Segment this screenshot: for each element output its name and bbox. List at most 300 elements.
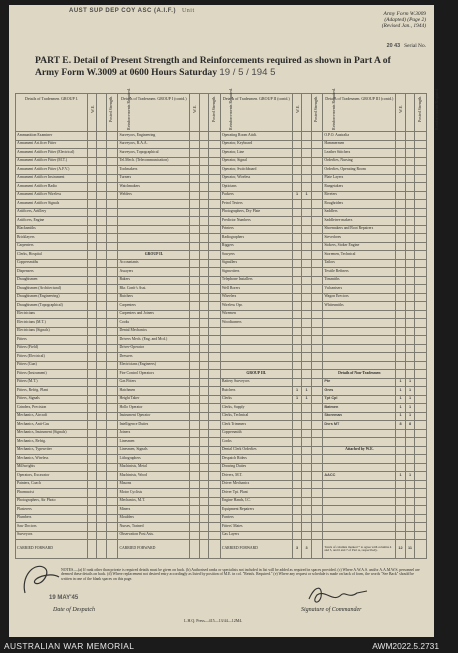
count-cell <box>199 361 209 370</box>
count-cell <box>209 208 221 217</box>
trade-cell: Gnrs <box>323 387 396 396</box>
count-cell <box>97 242 107 251</box>
count-cell <box>302 531 312 540</box>
count-cell <box>302 200 312 209</box>
count-cell <box>311 489 323 498</box>
count-cell <box>302 302 312 311</box>
count-cell <box>396 157 406 166</box>
count-cell <box>311 421 323 430</box>
trade-cell: Observation Post Asts. <box>118 531 190 540</box>
column-header: Details of Tradesmen. GROUP II (contd.) <box>220 94 292 132</box>
count-cell <box>199 514 209 523</box>
count-cell <box>415 514 427 523</box>
trade-cell: Fitters (Field) <box>16 344 88 353</box>
count-cell <box>199 378 209 387</box>
trade-cell: Artificers, Engine <box>16 217 88 226</box>
trade-cell <box>220 344 292 353</box>
count-cell <box>405 208 415 217</box>
count-cell <box>396 370 406 379</box>
count-cell <box>405 310 415 319</box>
count-cell <box>97 149 107 158</box>
table-row <box>16 480 427 489</box>
trade-cell: Operator, Line <box>220 149 292 158</box>
count-cell <box>199 225 209 234</box>
count-cell <box>199 472 209 481</box>
trade-cell: Pharmacist <box>16 489 88 498</box>
column-header-label: Reinforcements Required. <box>434 87 440 130</box>
count-cell <box>396 276 406 285</box>
count-cell <box>97 353 107 362</box>
count-cell <box>190 140 200 149</box>
trade-cell: Mechanics, Refrig. <box>16 438 88 447</box>
trade-cell: Tailors <box>323 259 396 268</box>
count-cell <box>311 174 323 183</box>
trade-cell: Dental Clerk Orderlies <box>220 446 292 455</box>
trade-cell: Coppersmith <box>220 429 292 438</box>
count-cell <box>190 327 200 336</box>
count-cell <box>292 302 302 311</box>
table-row <box>16 276 427 285</box>
part-label: PART E. <box>35 55 72 66</box>
table-row <box>16 166 427 175</box>
table-row <box>16 370 427 379</box>
count-cell <box>190 353 200 362</box>
trade-cell: Drawing Duties <box>220 463 292 472</box>
count-cell <box>311 251 323 260</box>
count-cell <box>311 378 323 387</box>
count-cell <box>311 293 323 302</box>
count-cell <box>106 395 118 404</box>
trade-cell: Saddletree makers <box>323 217 396 226</box>
count-cell <box>311 234 323 243</box>
form-ref-line: (Adapted) (Page 2) <box>384 17 426 24</box>
count-cell <box>190 132 200 141</box>
count-cell <box>311 497 323 506</box>
trade-cell: Bakers <box>118 276 190 285</box>
count-cell <box>199 200 209 209</box>
report-date: 19 / 5 / 194 5 <box>219 67 276 78</box>
table-row <box>16 132 427 141</box>
count-cell <box>190 217 200 226</box>
count-cell <box>292 344 302 353</box>
count-cell <box>97 489 107 498</box>
count-cell <box>396 310 406 319</box>
table-row <box>16 225 427 234</box>
trade-cell: Electricians (M.T.) <box>16 319 88 328</box>
trade-cell: Riveters <box>323 191 396 200</box>
column-header <box>396 94 406 132</box>
count-cell <box>106 268 118 277</box>
trade-cell: Signwriters <box>220 268 292 277</box>
count-cell <box>396 429 406 438</box>
column-header: Details of Tradesmen. GROUP I. <box>16 94 88 132</box>
count-cell <box>87 531 97 540</box>
count-cell: 1 <box>302 387 312 396</box>
count-cell <box>302 285 312 294</box>
count-cell <box>97 497 107 506</box>
table-row <box>16 421 427 430</box>
table-row <box>16 183 427 192</box>
trade-cell: Fire Control Operators <box>118 370 190 379</box>
count-cell <box>97 336 107 345</box>
trade-cell: Millwrights <box>16 463 88 472</box>
count-cell: 1 <box>396 404 406 413</box>
count-cell <box>302 455 312 464</box>
count-cell <box>311 319 323 328</box>
count-cell <box>97 531 107 540</box>
count-cell <box>87 183 97 192</box>
count-cell <box>190 404 200 413</box>
count-cell <box>97 506 107 515</box>
trade-cell: Wheelers <box>220 293 292 302</box>
trade-cell: Fitters (M.T.) <box>16 378 88 387</box>
count-cell <box>311 429 323 438</box>
count-cell <box>405 302 415 311</box>
count-cell <box>292 497 302 506</box>
count-cell <box>209 404 221 413</box>
count-cell <box>209 344 221 353</box>
trade-cell: Operator, Signal <box>220 157 292 166</box>
title-text: Detail of Present Strength and Reinforcements required as shown in Part A of Army Form W.3009 at 0600 Hours Saturday <box>35 55 391 78</box>
count-cell <box>190 463 200 472</box>
count-cell <box>209 472 221 481</box>
count-cell <box>199 259 209 268</box>
count-cell <box>302 310 312 319</box>
trade-cell: Clerks, Technical <box>220 412 292 421</box>
form-title <box>35 55 415 79</box>
count-cell <box>415 174 427 183</box>
count-cell <box>199 531 209 540</box>
table-body <box>16 132 427 540</box>
count-cell <box>97 480 107 489</box>
count-cell <box>292 480 302 489</box>
trade-cell: GROUP II. <box>118 251 190 260</box>
count-cell <box>199 480 209 489</box>
count-cell <box>87 166 97 175</box>
trade-cell: Saw Doctors <box>16 523 88 532</box>
count-cell <box>97 387 107 396</box>
count-cell <box>415 276 427 285</box>
count-cell <box>396 234 406 243</box>
count-cell <box>199 395 209 404</box>
count-cell <box>190 395 200 404</box>
count-cell <box>415 140 427 149</box>
trade-cell: Printers <box>220 225 292 234</box>
trade-cell: Details of Non-Tradesmen <box>323 370 396 379</box>
watermark-bar <box>0 640 445 653</box>
count-cell <box>311 208 323 217</box>
column-header-label: Posted Strength. <box>108 95 114 123</box>
table-row <box>16 217 427 226</box>
count-cell <box>415 472 427 481</box>
count-cell <box>415 268 427 277</box>
column-header <box>190 94 200 132</box>
count-cell <box>199 285 209 294</box>
count-cell <box>106 514 118 523</box>
carried-forward-label: CARRIED FORWARD <box>118 540 190 559</box>
count-cell: 8 <box>405 421 415 430</box>
count-cell <box>209 242 221 251</box>
count-cell <box>292 200 302 209</box>
form-reference <box>382 11 426 30</box>
trade-cell: Despatch Riders <box>220 455 292 464</box>
watermark-left: AUSTRALIAN WAR MEMORIAL <box>4 641 135 651</box>
count-cell <box>106 242 118 251</box>
trade-cell: Dental Mechanics <box>118 327 190 336</box>
table-row <box>16 344 427 353</box>
table-row <box>16 455 427 464</box>
count-cell: 1 <box>396 378 406 387</box>
trade-cell: Mechanics, Anti-Gas <box>16 421 88 430</box>
count-cell <box>302 166 312 175</box>
count-cell <box>190 157 200 166</box>
signature-of-commander-label: Signature of Commander <box>301 607 362 613</box>
count-cell <box>405 225 415 234</box>
unit-line <box>69 8 195 14</box>
trade-cell: Armament Artificer Fitter (Electrical) <box>16 149 88 158</box>
count-cell <box>106 276 118 285</box>
count-cell <box>415 183 427 192</box>
table-row <box>16 446 427 455</box>
count-cell <box>106 404 118 413</box>
count-cell <box>209 429 221 438</box>
count-cell <box>97 208 107 217</box>
trade-cell: Riggers <box>220 242 292 251</box>
count-cell <box>292 404 302 413</box>
count-cell <box>190 310 200 319</box>
trade-cell: Wagon Erectors <box>323 293 396 302</box>
trade-cell <box>323 310 396 319</box>
count-cell <box>209 259 221 268</box>
trade-cell: Saddlers <box>323 208 396 217</box>
count-cell <box>106 225 118 234</box>
count-cell <box>311 412 323 421</box>
count-cell <box>87 438 97 447</box>
trade-cell: Predictor Numbers <box>220 217 292 226</box>
count-cell <box>396 285 406 294</box>
count-cell <box>405 268 415 277</box>
count-cell <box>292 140 302 149</box>
count-cell <box>87 310 97 319</box>
count-cell <box>209 438 221 447</box>
table-row <box>16 472 427 481</box>
count-cell <box>311 455 323 464</box>
trade-cell: Joiners <box>118 429 190 438</box>
count-cell <box>87 319 97 328</box>
count-cell <box>302 293 312 302</box>
count-cell <box>209 140 221 149</box>
count-cell <box>190 412 200 421</box>
count-cell <box>190 268 200 277</box>
trade-cell <box>220 336 292 345</box>
count-cell <box>292 268 302 277</box>
count-cell <box>292 259 302 268</box>
trade-cell: Draughtsmen <box>16 276 88 285</box>
trade-cell: Cooks <box>118 319 190 328</box>
count-cell <box>97 514 107 523</box>
count-cell <box>190 293 200 302</box>
count-cell <box>199 497 209 506</box>
trade-cell <box>220 361 292 370</box>
trade-cell <box>323 463 396 472</box>
count-cell <box>106 489 118 498</box>
trade-cell: Equipment Repairers <box>220 506 292 515</box>
count-cell <box>311 157 323 166</box>
trade-cell: Cooks <box>220 438 292 447</box>
count-cell <box>106 183 118 192</box>
count-cell <box>209 531 221 540</box>
count-cell <box>415 531 427 540</box>
trade-cell: Driver Tpt. Plant <box>220 489 292 498</box>
count-cell <box>97 378 107 387</box>
trade-cell <box>220 353 292 362</box>
count-cell <box>405 370 415 379</box>
count-cell <box>97 395 107 404</box>
trade-cell: Batmen <box>323 404 396 413</box>
trade-cell: Bkr. Confr's Asst. <box>118 285 190 294</box>
trade-cell: Clerks <box>220 395 292 404</box>
count-cell <box>396 319 406 328</box>
count-cell <box>190 319 200 328</box>
count-cell <box>292 514 302 523</box>
count-cell <box>190 344 200 353</box>
count-cell <box>209 523 221 532</box>
trade-cell: Stokers, Stoker Engine <box>323 242 396 251</box>
count-cell <box>87 268 97 277</box>
count-cell <box>87 174 97 183</box>
count-cell <box>405 285 415 294</box>
count-cell <box>292 455 302 464</box>
count-cell <box>190 523 200 532</box>
count-cell <box>97 404 107 413</box>
count-cell <box>292 429 302 438</box>
count-cell <box>190 421 200 430</box>
trade-cell <box>118 217 190 226</box>
count-cell <box>311 149 323 158</box>
trade-cell: Fitters' Mates <box>220 523 292 532</box>
count-cell <box>106 480 118 489</box>
column-header-label: Posted Strength. <box>313 95 319 123</box>
trade-cell: Toolmakers <box>118 166 190 175</box>
count-cell <box>106 463 118 472</box>
count-cell <box>106 310 118 319</box>
trade-cell: Armament Artificer Fitter (M.T.) <box>16 157 88 166</box>
trade-cell <box>323 489 396 498</box>
table-row <box>16 251 427 260</box>
count-cell <box>396 149 406 158</box>
count-cell <box>311 140 323 149</box>
count-cell <box>396 455 406 464</box>
count-cell <box>209 327 221 336</box>
column-header-label: Reinforcements Required. <box>228 87 234 130</box>
carried-forward-label: CARRIED FORWARD <box>220 540 292 559</box>
trade-cell: Fitters (Gun) <box>16 361 88 370</box>
count-cell <box>97 412 107 421</box>
count-cell: 1 <box>405 472 415 481</box>
count-cell <box>106 361 118 370</box>
count-cell <box>87 251 97 260</box>
count-cell <box>106 302 118 311</box>
trade-cell: Shoemakers and Boot Repairers <box>323 225 396 234</box>
trade-cell: Wireless Opr. <box>220 302 292 311</box>
count-cell <box>396 531 406 540</box>
trade-cell: Linesmen, Signals <box>118 446 190 455</box>
count-cell <box>190 251 200 260</box>
count-cell <box>415 404 427 413</box>
table-row <box>16 429 427 438</box>
count-cell <box>199 523 209 532</box>
count-cell <box>97 302 107 311</box>
trade-cell: Fitters <box>16 336 88 345</box>
column-header <box>405 94 422 132</box>
count-cell <box>396 242 406 251</box>
count-cell <box>87 412 97 421</box>
count-cell <box>302 225 312 234</box>
count-cell <box>190 242 200 251</box>
count-cell <box>415 378 427 387</box>
trade-cell <box>323 353 396 362</box>
trade-cell: Motor Cyclists <box>118 489 190 498</box>
form-ref-line: (Revised Jan., 1944) <box>381 23 426 30</box>
count-cell <box>87 234 97 243</box>
count-cell <box>292 157 302 166</box>
count-cell <box>199 302 209 311</box>
trade-cell: Drivers Mech. (Eng. and Mcd.) <box>118 336 190 345</box>
count-cell <box>405 344 415 353</box>
table-row <box>16 157 427 166</box>
count-cell <box>415 191 427 200</box>
count-cell <box>415 251 427 260</box>
count-cell <box>396 302 406 311</box>
count-cell <box>190 259 200 268</box>
count-cell <box>415 217 427 226</box>
trade-cell: Mechanics, Wireless <box>16 455 88 464</box>
count-cell <box>106 234 118 243</box>
count-cell <box>415 208 427 217</box>
table-row <box>16 497 427 506</box>
count-cell <box>87 132 97 141</box>
count-cell <box>106 531 118 540</box>
count-cell <box>396 497 406 506</box>
count-cell <box>209 361 221 370</box>
trade-cell: Draughtsmen (Architectural) <box>16 285 88 294</box>
serial-value: 20 43 <box>386 43 401 49</box>
trade-cell: Tel.Mech. (Telecommunication) <box>118 157 190 166</box>
count-cell <box>209 302 221 311</box>
count-cell <box>396 327 406 336</box>
table-row <box>16 438 427 447</box>
count-cell <box>199 327 209 336</box>
trade-cell: Tpt Cpl <box>323 395 396 404</box>
count-cell <box>209 463 221 472</box>
trade-cell: Storeman <box>323 412 396 421</box>
count-cell <box>209 497 221 506</box>
trade-cell: Rangetakers <box>323 183 396 192</box>
count-cell: 1 <box>292 387 302 396</box>
trade-cell: Whitesmiths <box>323 302 396 311</box>
table-row <box>16 378 427 387</box>
count-cell <box>106 157 118 166</box>
count-cell <box>87 217 97 226</box>
trade-cell: Fitters (Instrument) <box>16 370 88 379</box>
count-cell <box>302 132 312 141</box>
count-cell <box>302 489 312 498</box>
count-cell <box>87 421 97 430</box>
trade-cell: Lithographers <box>118 455 190 464</box>
trade-cell <box>220 327 292 336</box>
count-cell <box>106 497 118 506</box>
table-row <box>16 523 427 532</box>
